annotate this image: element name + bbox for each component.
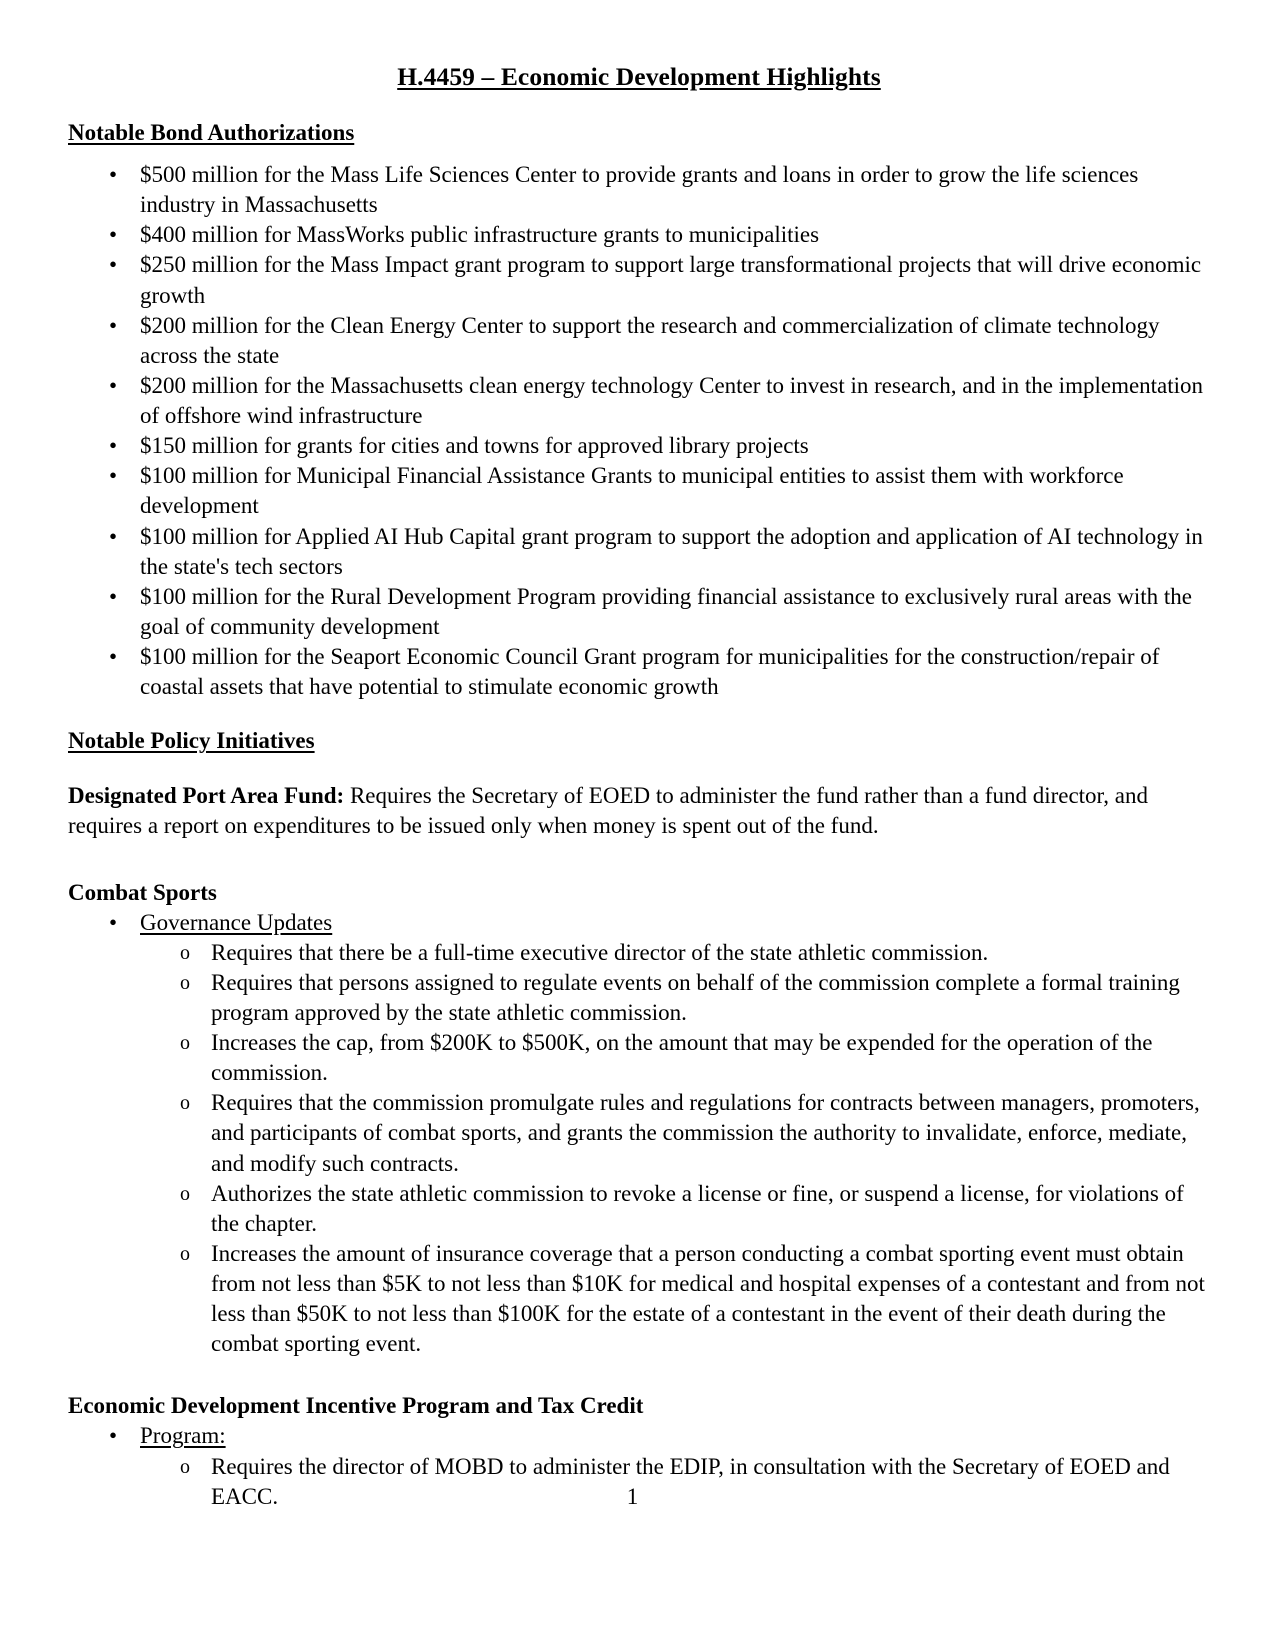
circle-bullet-icon: o xyxy=(180,941,190,964)
designated-port-area-fund-label: Designated Port Area Fund: xyxy=(68,783,345,809)
list-item xyxy=(68,642,1210,702)
disc-bullet-icon: • xyxy=(109,252,118,278)
page-title: H.4459 – Economic Development Highlights xyxy=(397,62,881,91)
disc-bullet-icon: • xyxy=(109,312,118,338)
disc-bullet-icon: • xyxy=(109,222,118,248)
subsection-heading-edip: Economic Development Incentive Program and Tax Credit xyxy=(68,1393,644,1419)
subsection-heading-combat-sports: Combat Sports xyxy=(68,879,217,905)
sub-list-item-text: Increases the cap, from $200K to $500K, on the amount that may be expended for the operation of the commission. xyxy=(211,1030,1153,1086)
spacer xyxy=(68,768,1210,781)
list-item xyxy=(68,250,1210,310)
list-item xyxy=(68,582,1210,642)
disc-bullet-icon: • xyxy=(109,463,118,489)
disc-bullet-icon: • xyxy=(109,523,118,549)
governance-updates-label: Governance Updates xyxy=(140,909,333,935)
page-number: 1 xyxy=(626,1484,639,1509)
list-item xyxy=(68,220,1210,250)
disc-bullet-icon: • xyxy=(109,372,118,398)
sub-list-item-text: Increases the amount of insurance coverage that a person conducting a combat sporting event must obtain from not less than $5K to not less than $10K for medical and hospital expenses of a contestant and from not less than $50K to not less than $100K for the estate of a contestant in the event of their death during the combat sporting event. xyxy=(211,1240,1205,1357)
sub-list-item xyxy=(140,1179,1210,1239)
list-item-text: $100 million for the Rural Development Program providing financial assistance to exclusively rural areas with the goal of community development xyxy=(140,583,1192,639)
list-item xyxy=(68,371,1210,431)
sub-list-item xyxy=(140,968,1210,1028)
governance-updates-sublist xyxy=(140,938,1210,1360)
sub-list-item-text: Authorizes the state athletic commission to revoke a license or fine, or suspend a license, for violations of the chapter. xyxy=(211,1180,1184,1236)
list-item-text: $250 million for the Mass Impact grant program to support large transformational projects that will drive economic growth xyxy=(140,252,1202,308)
circle-bullet-icon: o xyxy=(180,971,190,994)
disc-bullet-icon: • xyxy=(109,1423,118,1449)
edip-program-label: Program: xyxy=(140,1423,226,1449)
list-item-text: $200 million for the Clean Energy Center to support the research and commercialization of climate technology across the state xyxy=(140,312,1160,368)
section-heading-policy-initiatives: Notable Policy Initiatives xyxy=(68,728,315,754)
designated-port-area-fund-paragraph xyxy=(68,781,1210,841)
list-item-text: $500 million for the Mass Life Sciences Center to provide grants and loans in order to grow the life sciences industry in Massachusetts xyxy=(140,162,1139,218)
list-item-text: $100 million for Applied AI Hub Capital grant program to support the adoption and application of AI technology in the state's tech sectors xyxy=(140,523,1203,579)
list-item-text: $100 million for the Seaport Economic Council Grant program for municipalities for the construction/repair of coastal assets that have potential to stimulate economic growth xyxy=(140,644,1160,700)
spacer xyxy=(68,846,1210,880)
sub-list-item-text: Requires that the commission promulgate rules and regulations for contracts between managers, promoters, and participants of combat sports, and grants the commission the authority to invalidate, enforce, mediate, and modify such contracts. xyxy=(211,1090,1200,1176)
disc-bullet-icon: • xyxy=(109,909,118,935)
list-item xyxy=(68,522,1210,582)
sub-list-item-text: Requires that there be a full-time executive director of the state athletic commission. xyxy=(211,939,989,965)
disc-bullet-icon: • xyxy=(109,162,118,187)
list-item xyxy=(68,908,1210,1360)
list-item xyxy=(68,160,1210,220)
spacer xyxy=(68,702,1210,728)
combat-sports-list xyxy=(68,908,1210,1360)
sub-list-item-text: Requires the director of MOBD to administer the EDIP, in consultation with the Secretary of EOED and EACC. xyxy=(211,1453,1170,1509)
circle-bullet-icon: o xyxy=(180,1092,190,1115)
designated-port-area-fund-text: Requires the Secretary of EOED to administer the fund rather than a fund director, and requires a report on expenditures to be issued only when money is spent out of the fund. xyxy=(68,783,1149,839)
list-item-text: $100 million for Municipal Financial Assistance Grants to municipal entities to assist them with workforce development xyxy=(140,463,1124,519)
list-item xyxy=(68,461,1210,521)
circle-bullet-icon: o xyxy=(180,1182,190,1205)
list-item xyxy=(68,431,1210,461)
sub-list-item xyxy=(140,1239,1210,1360)
circle-bullet-icon: o xyxy=(180,1032,190,1054)
circle-bullet-icon: o xyxy=(180,1242,190,1265)
disc-bullet-icon: • xyxy=(109,644,118,669)
sub-list-item xyxy=(140,1028,1210,1088)
sub-list-item-text: Requires that persons assigned to regulate events on behalf of the commission complete a formal training program approved by the state athletic commission. xyxy=(211,969,1180,1025)
sub-list-item xyxy=(140,938,1210,968)
bond-authorizations-list xyxy=(68,160,1210,702)
list-item xyxy=(68,311,1210,371)
sub-list-item xyxy=(140,1088,1210,1178)
section-heading-bond-authorizations: Notable Bond Authorizations xyxy=(68,120,355,145)
list-item-text: $200 million for the Massachusetts clean energy technology Center to invest in research, and in the implementation of offshore wind infrastructure xyxy=(140,372,1204,428)
list-item-text: $150 million for grants for cities and towns for approved library projects xyxy=(140,433,809,459)
circle-bullet-icon: o xyxy=(180,1455,190,1478)
list-item-text: $400 million for MassWorks public infrastructure grants to municipalities xyxy=(140,222,820,248)
disc-bullet-icon: • xyxy=(109,433,118,459)
spacer xyxy=(68,1359,1210,1393)
disc-bullet-icon: • xyxy=(109,583,118,609)
